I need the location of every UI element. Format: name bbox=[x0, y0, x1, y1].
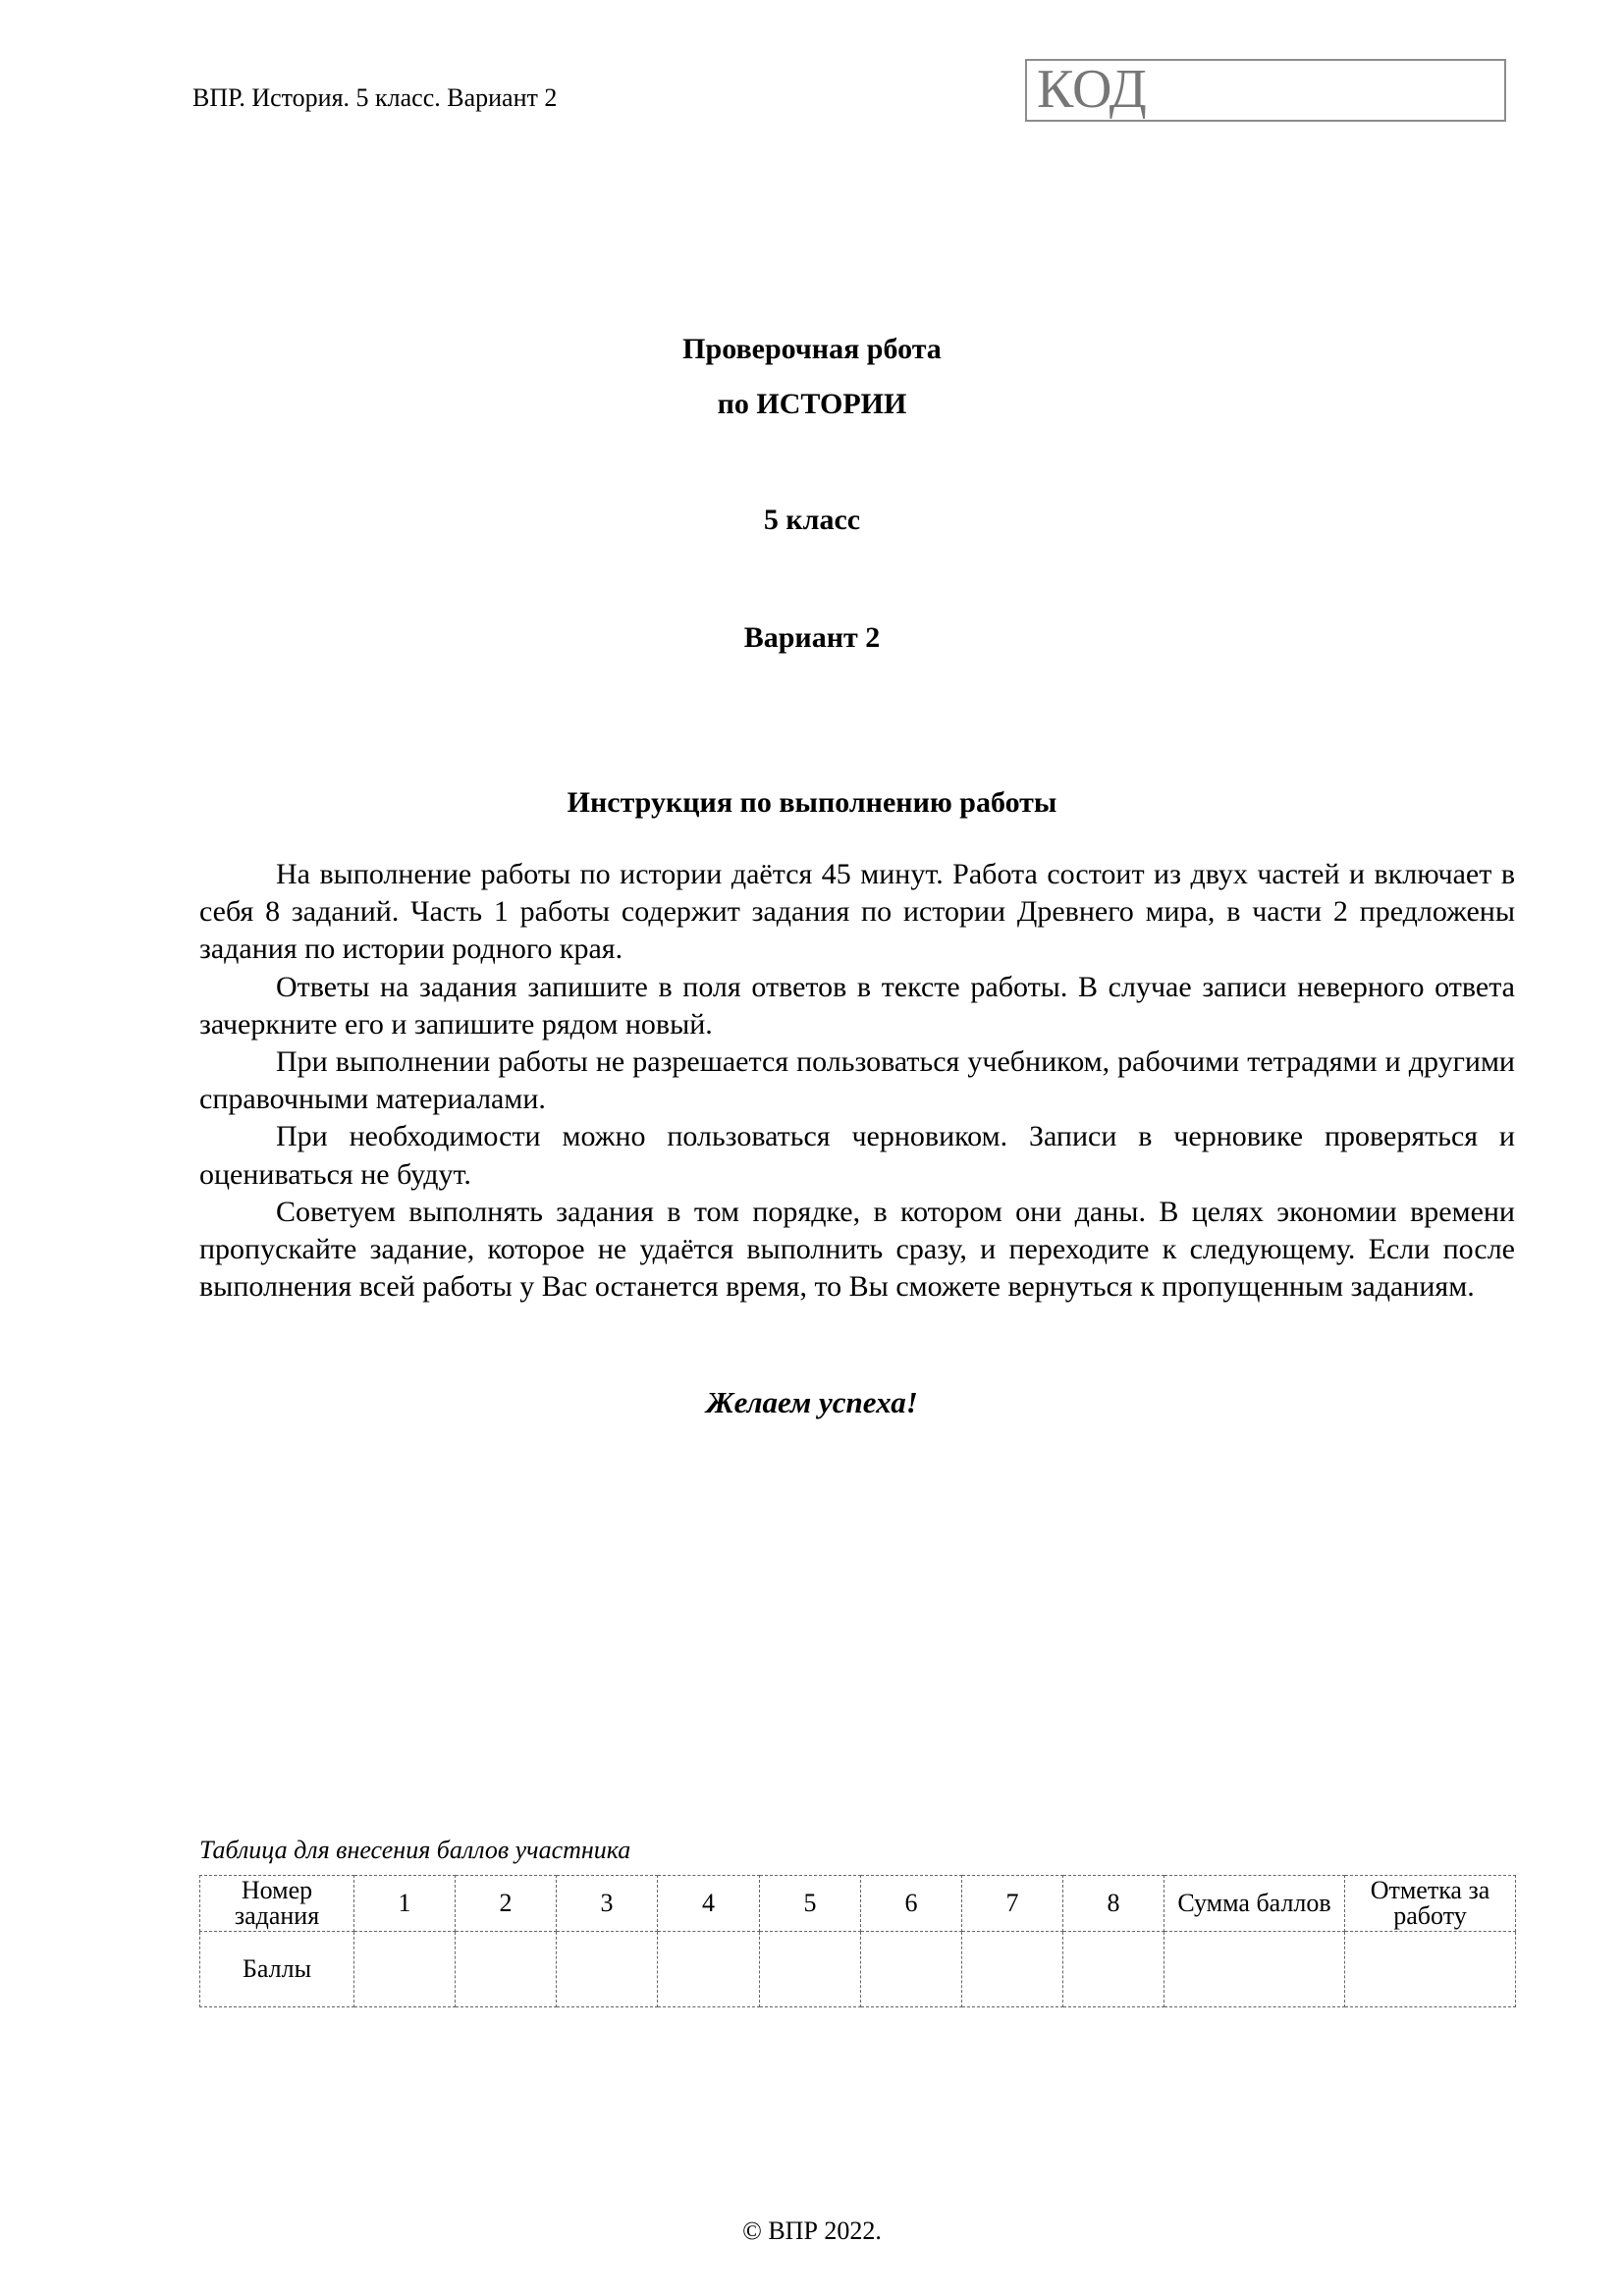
mark-header: Отметка за работу bbox=[1345, 1876, 1516, 1932]
sum-header: Сумма баллов bbox=[1164, 1876, 1345, 1932]
score-cell[interactable] bbox=[557, 1932, 658, 2007]
instructions-text bbox=[199, 856, 1515, 1306]
score-cell[interactable] bbox=[1063, 1932, 1164, 2007]
task-number: 2 bbox=[456, 1876, 557, 1932]
score-table bbox=[199, 1875, 1516, 2007]
instruction-paragraph: На выполнение работы по истории даётся 45 минут. Работа состоит из двух частей и включает в себя 8 заданий. Часть 1 работы содержит задания по истории Древнего мира, в части 2 предложены задания по истории родного края. bbox=[199, 858, 1515, 966]
sum-cell[interactable] bbox=[1164, 1932, 1345, 2007]
instruction-paragraph: При необходимости можно пользоваться черновиком. Записи в черновике проверяться и оцениваться не будут. bbox=[199, 1120, 1515, 1191]
score-table-caption: Таблица для внесения баллов участника bbox=[199, 1836, 631, 1864]
task-number: 7 bbox=[962, 1876, 1063, 1932]
task-number: 6 bbox=[861, 1876, 962, 1932]
task-number: 3 bbox=[557, 1876, 658, 1932]
wish-text: Желаем успеха! bbox=[706, 1385, 918, 1419]
score-cell[interactable] bbox=[658, 1932, 760, 2007]
grade-title: 5 класс bbox=[763, 504, 861, 536]
score-cell[interactable] bbox=[354, 1932, 456, 2007]
copyright-footer: © ВПР 2022. bbox=[742, 2216, 882, 2245]
running-header: ВПР. История. 5 класс. Вариант 2 bbox=[192, 83, 558, 112]
page-title: Проверочная рбота bbox=[682, 333, 942, 365]
variant-title: Вариант 2 bbox=[743, 621, 881, 654]
instructions-heading: Инструкция по выполнению работы bbox=[567, 786, 1057, 819]
mark-cell[interactable] bbox=[1345, 1932, 1516, 2007]
subject-title: по ИСТОРИИ bbox=[717, 388, 907, 420]
instruction-paragraph: Ответы на задания запишите в поля ответов в тексте работы. В случае записи неверного ответа зачеркните его и запишите рядом новый. bbox=[199, 970, 1515, 1041]
score-cell[interactable] bbox=[760, 1932, 861, 2007]
score-cell[interactable] bbox=[456, 1932, 557, 2007]
code-field[interactable]: КОД bbox=[1025, 59, 1506, 122]
task-number-header: Номер задания bbox=[200, 1876, 354, 1932]
score-cell[interactable] bbox=[962, 1932, 1063, 2007]
task-number: 4 bbox=[658, 1876, 760, 1932]
instruction-paragraph: Советуем выполнять задания в том порядке, в котором они даны. В целях экономии времени пропускайте задание, которое не удаётся выполнить сразу, и переходите к следующему. Если после выполнения всей работы у Вас останется время, то Вы сможете вернуться к пропущенным заданиям. bbox=[199, 1195, 1515, 1304]
scores-row-label: Баллы bbox=[200, 1932, 354, 2007]
task-number: 8 bbox=[1063, 1876, 1164, 1932]
task-number: 5 bbox=[760, 1876, 861, 1932]
task-number: 1 bbox=[354, 1876, 456, 1932]
score-cell[interactable] bbox=[861, 1932, 962, 2007]
instruction-paragraph: При выполнении работы не разрешается пользоваться учебником, рабочими тетрадями и другими справочными материалами. bbox=[199, 1045, 1515, 1116]
